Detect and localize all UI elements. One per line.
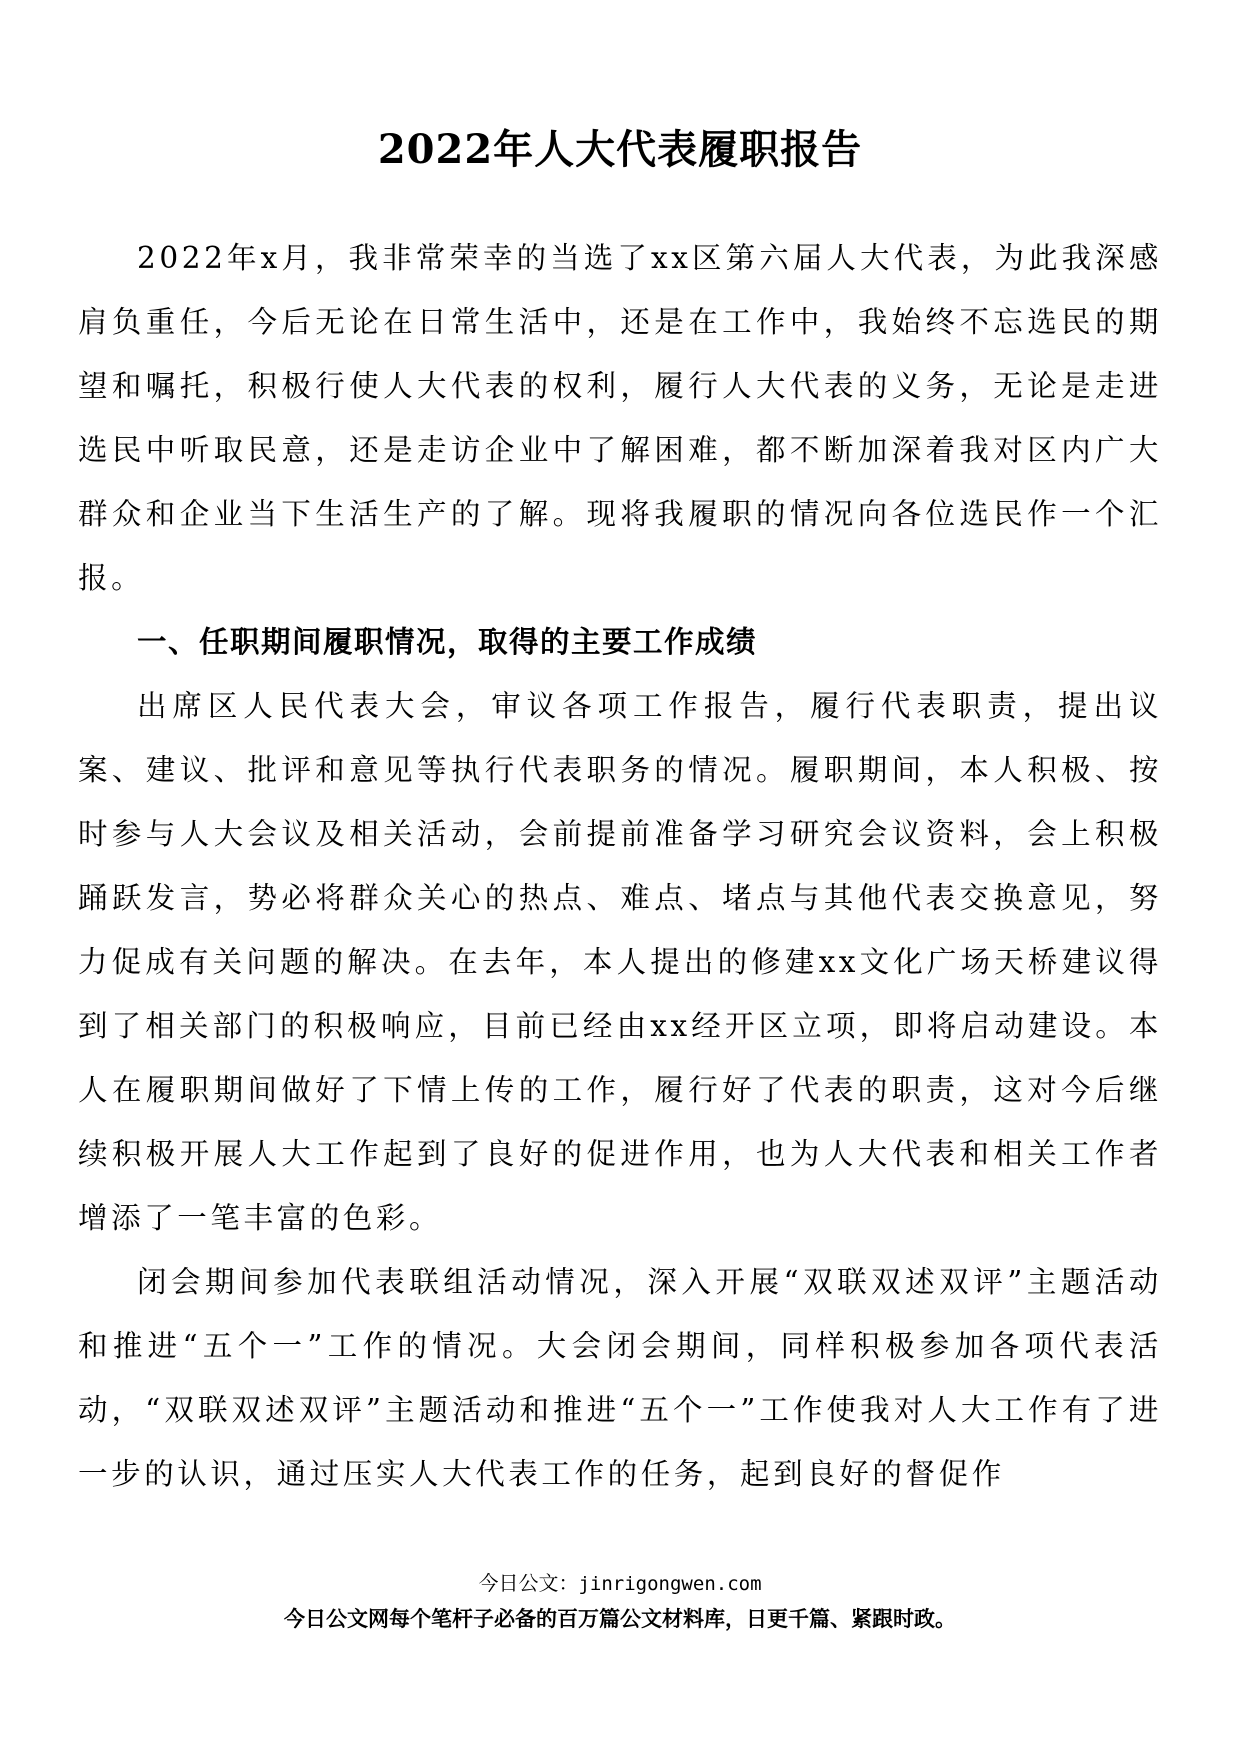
footer-slogan: 今日公文网每个笔杆子必备的百万篇公文材料库，日更千篇、紧跟时政。	[284, 1607, 956, 1631]
body-paragraph: 出席区人民代表大会，审议各项工作报告，履行代表职责，提出议案、建议、批评和意见等执行代表职务的情况。履职期间，本人积极、按时参与人大会议及相关活动，会前提前准备学习研究会议资料，会上积极踊跃发言，势必将群众关心的热点、难点、堵点与其他代表交换意见，努力促成有关问题的解决。在去年，本人提出的修建xx文化广场天桥建议得到了相关部门的积极响应，目前已经由xx经开区立项，即将启动建设。本人在履职期间做好了下情上传的工作，履行好了代表的职责，这对今后继续积极开展人大工作起到了良好的促进作用，也为人大代表和相关工作者增添了一笔丰富的色彩。	[78, 689, 1162, 1235]
footer-site-label: 今日公文：	[478, 1571, 579, 1595]
document-title: 2022年人大代表履职报告	[377, 126, 863, 173]
document-body	[78, 226, 1162, 1506]
body-paragraph: 闭会期间参加代表联组活动情况，深入开展“双联双述双评”主题活动和推进“五个一”工作的情况。大会闭会期间，同样积极参加各项代表活动，“双联双述双评”主题活动和推进“五个一”工作使我对人大工作有了进一步的认识，通过压实人大代表工作的任务，起到良好的督促作	[78, 1265, 1162, 1491]
footer-site-line	[0, 1568, 1240, 1599]
section-heading: 一、任职期间履职情况，取得的主要工作成绩	[137, 625, 758, 659]
footer-watermark	[0, 1568, 1240, 1635]
intro-paragraph: 2022年x月，我非常荣幸的当选了xx区第六届人大代表，为此我深感肩负重任，今后无论在日常生活中，还是在工作中，我始终不忘选民的期望和嘱托，积极行使人大代表的权利，履行人大代表的义务，无论是走进选民中听取民意，还是走访企业中了解困难，都不断加深着我对区内广大群众和企业当下生活生产的了解。现将我履职的情况向各位选民作一个汇报。	[78, 241, 1162, 595]
footer-site-url[interactable]: jinrigongwen.com	[578, 1573, 762, 1595]
